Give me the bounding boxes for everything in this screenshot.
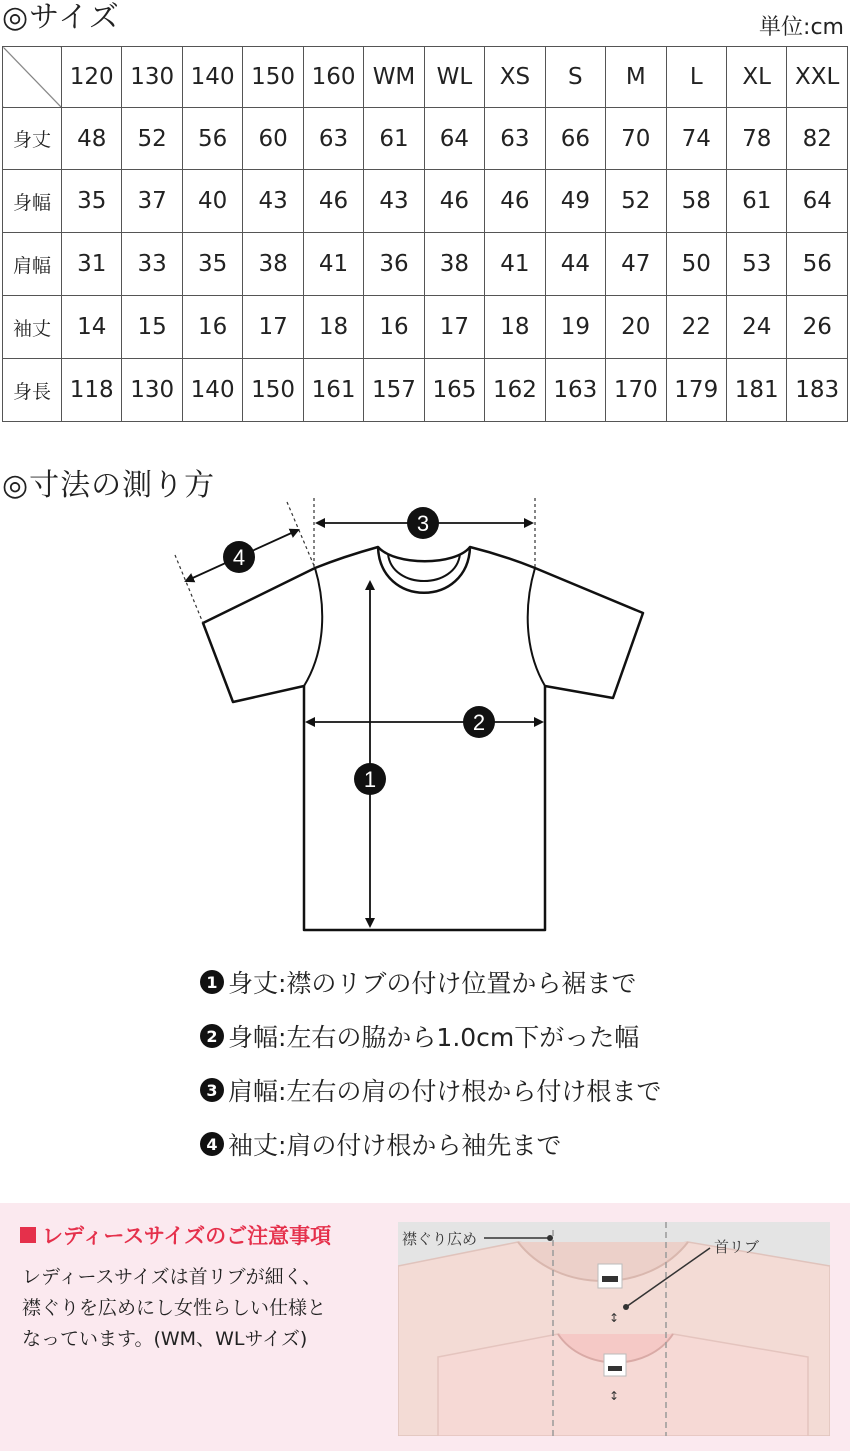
table-cell: 49 [545,170,605,233]
table-cell: 56 [787,233,848,296]
description-text: 肩幅:左右の肩の付け根から付け根まで [228,1077,662,1106]
table-cell: 46 [424,170,484,233]
list-item [200,1063,661,1117]
table-cell: 31 [62,233,122,296]
table-cell: 33 [122,233,182,296]
table-cell: 179 [666,359,726,422]
notice-line: なっています。(WM、WLサイズ) [22,1328,308,1350]
table-cell: 82 [787,107,848,170]
table-cell: 162 [485,359,545,422]
rib-label: 首リブ [714,1238,760,1256]
measure-section-title: ◎寸法の測り方 [2,468,216,503]
ladies-notice-title [20,1220,331,1250]
row-header: 身幅 [3,170,62,233]
table-row [3,107,848,170]
size-column-header: S [545,47,605,108]
size-column-header: WL [424,47,484,108]
table-cell: 181 [726,359,786,422]
table-cell: 46 [303,170,363,233]
table-cell: 35 [182,233,242,296]
table-cell: 17 [243,296,303,359]
size-section-title: ◎サイズ [2,0,120,35]
size-table-header-row [3,47,848,108]
number-badge: 4 [200,1132,224,1156]
table-cell: 15 [122,296,182,359]
table-cell: 64 [424,107,484,170]
table-cell: 130 [122,359,182,422]
description-text: 身幅:左右の脇から1.0cm下がった幅 [228,1023,640,1052]
number-badge: 3 [200,1078,224,1102]
list-item [200,1009,661,1063]
marker-1 [354,763,386,795]
table-cell: 38 [424,233,484,296]
table-cell: 61 [726,170,786,233]
size-column-header: 130 [122,47,182,108]
size-column-header: WM [364,47,424,108]
table-cell: 163 [545,359,605,422]
sleeve-seam-right [528,568,545,686]
table-cell: 52 [122,107,182,170]
row-header: 身丈 [3,107,62,170]
table-cell: 44 [545,233,605,296]
table-cell: 183 [787,359,848,422]
table-cell: 61 [364,107,424,170]
description-text: 身丈:襟のリブの付け位置から裾まで [228,969,637,998]
size-column-header: 150 [243,47,303,108]
row-header: 身長 [3,359,62,422]
svg-text:↕: ↕ [608,1311,620,1325]
marker-2 [463,706,495,738]
table-row [3,233,848,296]
table-cell: 63 [485,107,545,170]
tshirt-measurement-diagram [0,490,850,940]
table-cell: 18 [485,296,545,359]
size-column-header: 160 [303,47,363,108]
ladies-notice-body [22,1262,382,1355]
table-cell: 118 [62,359,122,422]
size-column-header: 140 [182,47,242,108]
number-badge: 2 [200,1024,224,1048]
size-column-header: L [666,47,726,108]
tshirt-outline [203,547,643,930]
table-cell: 63 [303,107,363,170]
table-cell: 37 [122,170,182,233]
sleeve-seam-left [304,568,322,686]
table-cell: 14 [62,296,122,359]
table-cell: 46 [485,170,545,233]
table-cell: 22 [666,296,726,359]
collar-wide-label: 襟ぐり広め [402,1230,478,1248]
table-cell: 78 [726,107,786,170]
list-item [200,955,661,1009]
list-item [200,1117,661,1171]
table-cell: 170 [606,359,666,422]
table-cell: 36 [364,233,424,296]
collar-rib [378,547,470,593]
table-cell: 56 [182,107,242,170]
table-cell: 20 [606,296,666,359]
collar-comparison-illustration [398,1222,830,1436]
unit-label: 単位:cm [759,15,844,40]
table-cell: 64 [787,170,848,233]
size-column-header: M [606,47,666,108]
guide-sleeve-inner [287,502,315,568]
table-row [3,359,848,422]
marker-3 [407,507,439,539]
table-cell: 47 [606,233,666,296]
size-table [2,46,848,422]
table-cell: 50 [666,233,726,296]
table-cell: 18 [303,296,363,359]
table-row [3,296,848,359]
row-header: 肩幅 [3,233,62,296]
row-header: 袖丈 [3,296,62,359]
square-bullet-icon [20,1227,36,1243]
size-column-header: XL [726,47,786,108]
marker-1-label: 1 [363,767,377,792]
table-row [3,170,848,233]
measurement-descriptions [200,955,661,1171]
description-text: 袖丈:肩の付け根から袖先まで [228,1131,562,1160]
size-column-header: 120 [62,47,122,108]
table-cell: 35 [62,170,122,233]
marker-4-label: 4 [232,545,246,570]
table-cell: 165 [424,359,484,422]
table-cell: 41 [303,233,363,296]
table-cell: 19 [545,296,605,359]
ladies-collar-photo [398,1222,830,1436]
table-cell: 16 [182,296,242,359]
table-cell: 66 [545,107,605,170]
table-cell: 74 [666,107,726,170]
table-cell: 38 [243,233,303,296]
svg-text:↕: ↕ [608,1389,620,1403]
table-cell: 58 [666,170,726,233]
table-cell: 70 [606,107,666,170]
table-cell: 52 [606,170,666,233]
guide-sleeve-outer [175,555,203,623]
ladies-notice-title-text: レディースサイズのご注意事項 [42,1224,332,1248]
notice-line: 襟ぐりを広めにし女性らしい仕様と [22,1297,327,1319]
notice-line: レディースサイズは首リブが細く、 [22,1266,322,1288]
table-cell: 26 [787,296,848,359]
table-cell: 140 [182,359,242,422]
table-cell: 60 [243,107,303,170]
table-cell: 53 [726,233,786,296]
table-cell: 43 [243,170,303,233]
table-cell: 157 [364,359,424,422]
size-column-header: XS [485,47,545,108]
marker-2-label: 2 [472,710,486,735]
table-cell: 24 [726,296,786,359]
table-cell: 16 [364,296,424,359]
table-cell: 40 [182,170,242,233]
marker-4 [223,541,255,573]
number-badge: 1 [200,970,224,994]
table-cell: 41 [485,233,545,296]
table-cell: 48 [62,107,122,170]
table-cell: 150 [243,359,303,422]
marker-3-label: 3 [416,511,430,536]
table-cell: 17 [424,296,484,359]
table-corner-cell [3,47,62,108]
size-column-header: XXL [787,47,848,108]
table-cell: 161 [303,359,363,422]
table-cell: 43 [364,170,424,233]
